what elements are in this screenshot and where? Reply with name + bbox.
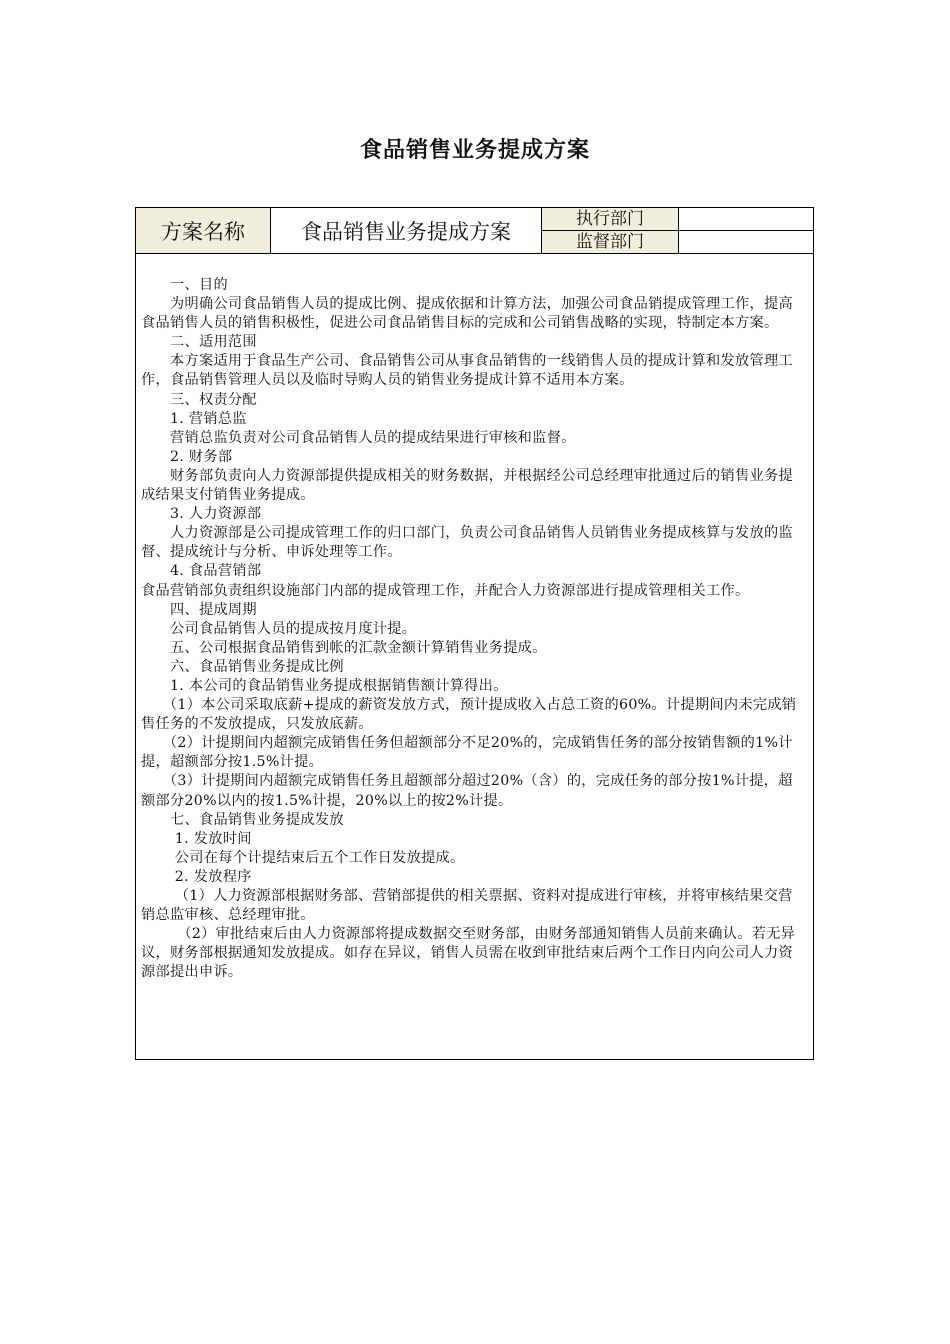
plan-name-value: 食品销售业务提成方案 — [271, 208, 542, 253]
plan-name-label: 方案名称 — [136, 208, 271, 253]
paragraph: （1）本公司采取底薪+提成的薪资发放方式，预计提成收入占总工资的60%。计提期间内未完成销售任务的不发放提成，只发放底薪。 — [141, 697, 797, 733]
paragraph: 七、食品销售业务提成发放 — [141, 811, 344, 828]
paragraph: （1）人力资源部根据财务部、营销部提供的相关票据、资料对提成进行审核，并将审核结果交营销总监审核、总经理审批。 — [141, 888, 793, 924]
document-title: 食品销售业务提成方案 — [359, 138, 590, 163]
paragraph: 一、目的 — [141, 277, 228, 293]
exec-dept-value[interactable] — [679, 208, 813, 231]
paragraph: 食品营销部负责组织设施部门内部的提成管理工作，并配合人力资源部进行提成管理相关工作。 — [141, 582, 750, 599]
paragraph: 2. 发放程序 — [141, 868, 252, 885]
paragraph: 1. 发放时间 — [141, 830, 252, 847]
supervise-dept-label: 监督部门 — [576, 232, 644, 252]
dept-values — [679, 208, 813, 253]
exec-dept-label: 执行部门 — [542, 208, 678, 231]
paragraph: 1. 营销总监 — [141, 410, 247, 427]
paragraph: 公司在每个计提结束后五个工作日发放提成。 — [141, 849, 465, 866]
paragraph: 财务部负责向人力资源部提供提成相关的财务数据，并根据经公司总经理审批通过后的销售业务提成结果支付销售业务提成。 — [141, 467, 793, 504]
paragraph: 1. 本公司的食品销售业务提成根据销售额计算得出。 — [141, 677, 508, 694]
paragraph: 人力资源部是公司提成管理工作的归口部门，负责公司食品销售人员销售业务提成核算与发放的监督、提成统计与分析、申诉处理等工作。 — [141, 525, 793, 561]
plan-body — [141, 276, 807, 982]
paragraph: 二、适用范围 — [141, 334, 257, 351]
dept-labels — [542, 208, 679, 253]
plan-header-row — [136, 208, 813, 254]
paragraph: 本方案适用于食品生产公司、食品销售公司从事食品销售的一线销售人员的提成计算和发放管理工作，食品销售管理人员以及临时导购人员的销售业务提成计算不适用本方案。 — [141, 353, 793, 389]
paragraph: 六、食品销售业务提成比例 — [141, 658, 344, 675]
paragraph: 4. 食品营销部 — [141, 563, 262, 580]
paragraph: （2）计提期间内超额完成销售任务但超额部分不足20%的，完成销售任务的部分按销售额的1%计提，超额部分按1.5%计提。 — [141, 735, 793, 771]
paragraph: 为明确公司食品销售人员的提成比例、提成依据和计算方法，加强公司食品销提成管理工作，提高食品销售人员的销售积极性，促进公司食品销售目标的完成和公司销售战略的实现，特制定本方案。 — [141, 296, 793, 332]
paragraph: 三、权责分配 — [141, 391, 257, 408]
supervise-dept-value[interactable] — [679, 231, 813, 253]
paragraph: 四、提成周期 — [141, 601, 257, 618]
paragraph: （2）审批结束后由人力资源部将提成数据交至财务部，由财务部通知销售人员前来确认。若无异议，财务部根据通知发放提成。如存在异议，销售人员需在收到审批结束后两个工作日内向公司人力资源部提出申诉。 — [141, 926, 796, 981]
paragraph: 3. 人力资源部 — [141, 506, 262, 523]
paragraph: 营销总监负责对公司食品销售人员的提成结果进行审核和监督。 — [141, 429, 576, 446]
paragraph: 2. 财务部 — [141, 448, 233, 465]
paragraph: 五、公司根据食品销售到帐的汇款金额计算销售业务提成。 — [141, 639, 547, 656]
paragraph: 公司食品销售人员的提成按月度计提。 — [141, 620, 417, 637]
paragraph: （3）计提期间内超额完成销售任务且超额部分超过20%（含）的，完成任务的部分按1%计提，超额部分20%以内的按1.5%计提，20%以上的按2%计提。 — [141, 773, 793, 809]
plan-form — [135, 207, 814, 1060]
